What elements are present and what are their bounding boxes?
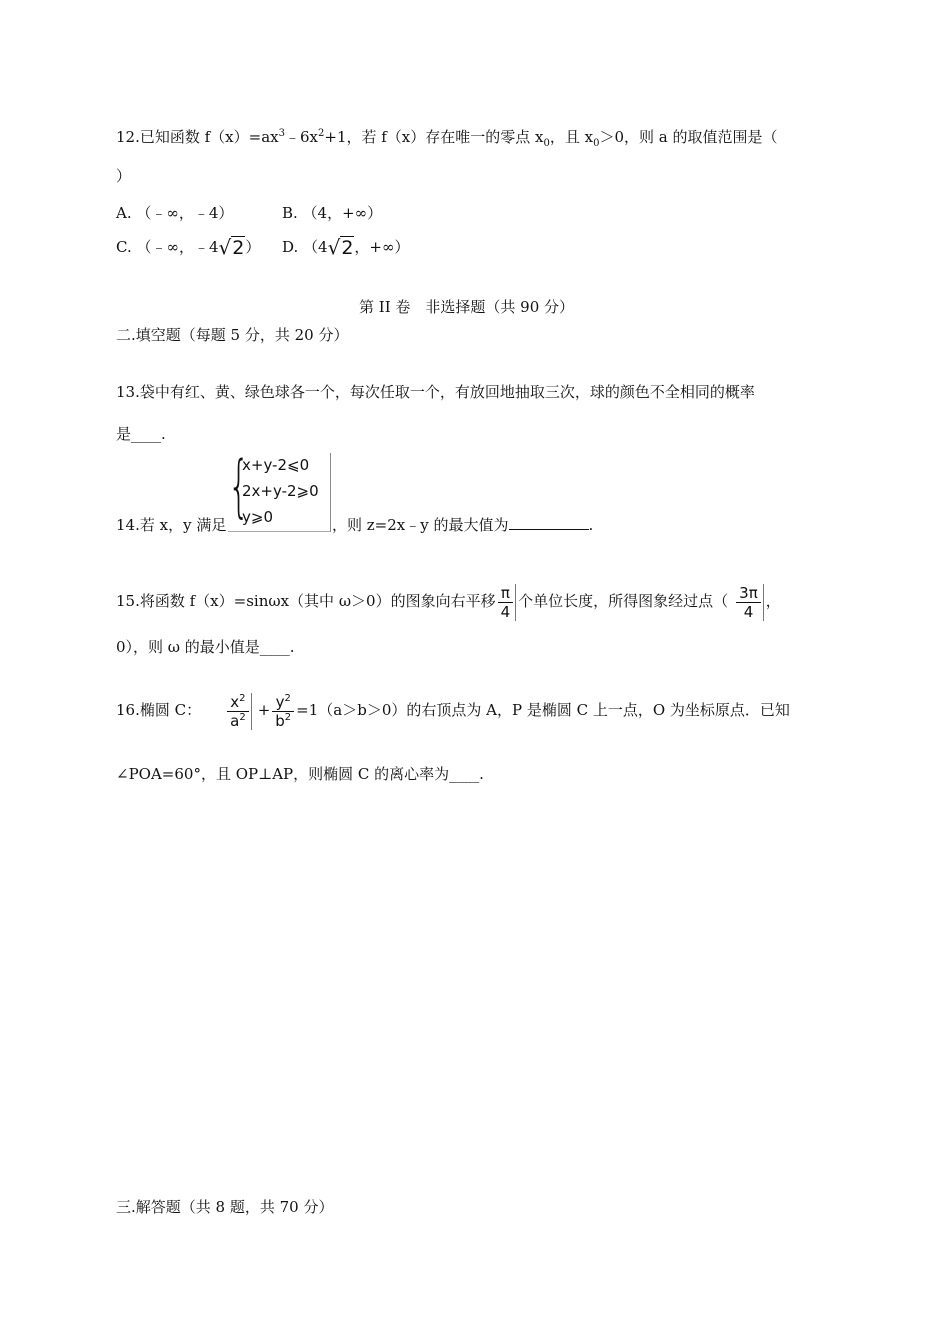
q15-text: ， bbox=[765, 592, 781, 610]
q15-stem bbox=[116, 582, 781, 621]
q12-text: 12.已知函数 f（x）=ax bbox=[116, 128, 279, 146]
q12-text: +1，若 f（x）存在唯一的零点 x bbox=[324, 128, 544, 146]
radicand: 2 bbox=[341, 236, 354, 259]
q13-stem-line2: 是____. bbox=[116, 425, 166, 443]
variable: b bbox=[275, 711, 285, 730]
q12-text: ﹣6x bbox=[284, 128, 318, 146]
q14-text: . bbox=[588, 516, 594, 534]
subscript: 0 bbox=[543, 138, 550, 149]
denominator: 4 bbox=[743, 602, 754, 621]
q12-stem bbox=[116, 126, 778, 148]
variable: x bbox=[230, 692, 240, 711]
variable: a bbox=[230, 711, 240, 730]
constraint-2: 2x+y-2⩾0 bbox=[242, 482, 319, 500]
constraint-1: x+y-2⩽0 bbox=[242, 456, 310, 474]
q16-stem bbox=[116, 690, 790, 730]
numerator: π bbox=[498, 584, 514, 603]
fraction-3pi-over-4 bbox=[736, 584, 764, 621]
radicand: 2 bbox=[232, 236, 245, 259]
inequality-system bbox=[228, 447, 331, 532]
exponent: 3 bbox=[278, 128, 285, 139]
option-text: D. （4 bbox=[282, 238, 328, 256]
subscript: 0 bbox=[593, 138, 600, 149]
exponent: 2 bbox=[239, 692, 246, 704]
section2-title: 第 II 卷 非选择题（共 90 分） bbox=[359, 298, 575, 316]
q12-text: ，且 x bbox=[549, 128, 594, 146]
q16-text: 16.椭圆 C： bbox=[116, 701, 202, 719]
option-text: C. （﹣∞，﹣4 bbox=[116, 238, 219, 256]
denominator bbox=[272, 712, 294, 730]
option-text: ） bbox=[245, 238, 261, 256]
fraction-x2-over-a2 bbox=[227, 693, 252, 730]
q12-option-c bbox=[116, 236, 260, 259]
variable: y bbox=[275, 692, 285, 711]
exponent: 2 bbox=[318, 128, 325, 139]
denominator: 4 bbox=[500, 602, 511, 621]
q15-stem-line2: 0），则 ω 的最小值是____. bbox=[116, 638, 295, 656]
section2-heading: 二.填空题（每题 5 分，共 20 分） bbox=[116, 326, 349, 344]
option-text: ，+∞） bbox=[354, 238, 410, 256]
q16-text: =1（a＞b＞0）的右顶点为 A，P 是椭圆 C 上一点，O 为坐标原点．已知 bbox=[296, 701, 790, 719]
constraint-3: y⩾0 bbox=[242, 508, 273, 526]
q15-text: 15.将函数 f（x）=sinωx（其中 ω＞0）的图象向右平移 bbox=[116, 592, 496, 610]
q14-post bbox=[332, 514, 593, 536]
brace-symbol: { bbox=[228, 447, 250, 526]
sqrt-symbol: √2 bbox=[218, 235, 245, 260]
exponent: 2 bbox=[284, 711, 292, 723]
plus-sign: + bbox=[257, 701, 271, 719]
denominator bbox=[227, 712, 249, 730]
q12-option-d bbox=[282, 236, 410, 259]
numerator bbox=[272, 693, 294, 712]
q12-option-b: B. （4，+∞） bbox=[282, 204, 383, 222]
q12-stem-close: ） bbox=[116, 167, 132, 185]
fraction-pi-over-4 bbox=[498, 584, 517, 621]
q14-text: ，则 z=2x﹣y 的最大值为 bbox=[332, 516, 509, 534]
answer-blank bbox=[509, 515, 589, 530]
section3-heading: 三.解答题（共 8 题，共 70 分） bbox=[116, 1198, 334, 1216]
q12-option-a: A. （﹣∞，﹣4） bbox=[116, 204, 234, 222]
q12-text: ＞0，则 a 的取值范围是（ bbox=[599, 128, 778, 146]
sqrt-symbol: √2 bbox=[327, 235, 354, 260]
q16-stem-line2: ∠POA=60°，且 OP⊥AP，则椭圆 C 的离心率为____. bbox=[116, 765, 484, 783]
numerator bbox=[227, 693, 249, 712]
q13-stem: 13.袋中有红、黄、绿色球各一个，每次任取一个，有放回地抽取三次，球的颜色不全相同的概率 bbox=[116, 383, 755, 401]
exponent: 2 bbox=[239, 711, 246, 723]
q15-text: 个单位长度，所得图象经过点（ bbox=[518, 592, 729, 610]
numerator: 3π bbox=[736, 584, 761, 603]
q14-pre: 14.若 x，y 满足 bbox=[116, 516, 227, 534]
fraction-y2-over-b2 bbox=[272, 693, 294, 730]
exponent: 2 bbox=[284, 692, 291, 704]
